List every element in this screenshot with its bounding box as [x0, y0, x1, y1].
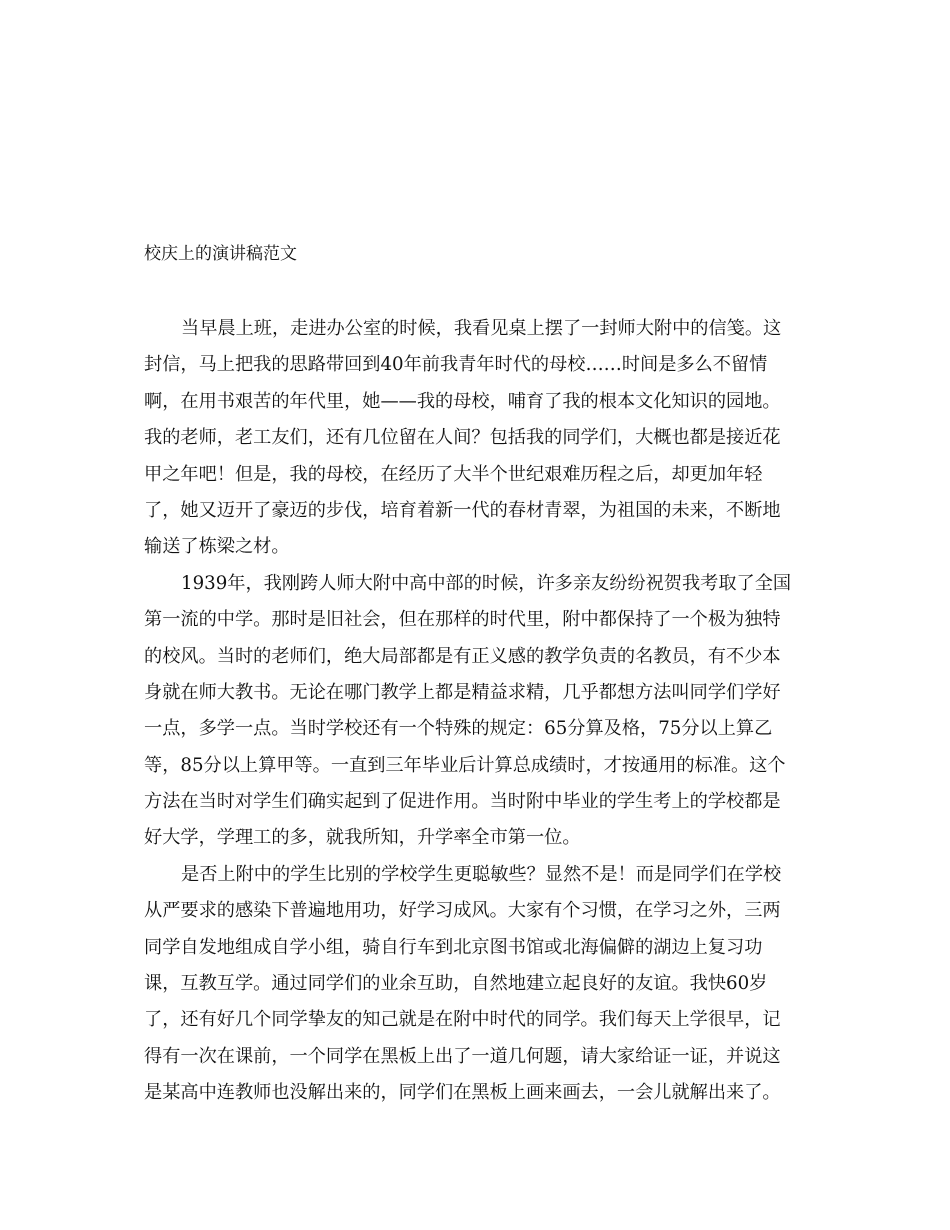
paragraph-2-line: 等，85分以上算甲等。一直到三年毕业后计算总成绩时，才按通用的标准。这个 — [144, 754, 786, 776]
paragraph-2-line: 1939年，我刚跨人师大附中高中部的时候，许多亲友纷纷祝贺我考取了全国 — [181, 572, 792, 594]
paragraph-2-line: 好大学，学理工的多，就我所知，升学率全市第一位。 — [144, 827, 581, 849]
paragraph-1-line: 甲之年吧！但是，我的母校，在经历了大半个世纪艰难历程之后，却更加年轻 — [144, 463, 763, 485]
paragraph-1-line: 我的老师，老工友们，还有几位留在人间？包括我的同学们，大概也都是接近花 — [144, 427, 781, 449]
paragraph-1-line: 啊，在用书艰苦的年代里，她——我的母校，哺育了我的根本文化知识的园地。 — [144, 390, 781, 412]
paragraph-1-line: 了，她又迈开了豪迈的步伐，培育着新一代的春材青翠，为祖国的未来，不断地 — [144, 499, 781, 521]
paragraph-2-line: 第一流的中学。那时是旧社会，但在那样的时代里，附中都保持了一个极为独特 — [144, 609, 781, 631]
paragraph-1-line: 当早晨上班，走进办公室的时候，我看见桌上摆了一封师大附中的信笺。这 — [181, 318, 782, 339]
paragraph-3-line: 是否上附中的学生比别的学校学生更聪敏些？显然不是！而是同学们在学校 — [181, 863, 782, 885]
document-title: 校庆上的演讲稿范文 — [144, 244, 297, 264]
paragraph-2-line: 一点，多学一点。当时学校还有一个特殊的规定：65分算及格，75分以上算乙 — [144, 718, 773, 740]
paragraph-3-line: 课，互教互学。通过同学们的业余互助，自然地建立起良好的友谊。我快60岁 — [144, 973, 768, 995]
paragraph-3-line: 同学自发地组成自学小组，骑自行车到北京图书馆或北海偏僻的湖边上复习功 — [144, 936, 763, 958]
paragraph-3-line: 从严要求的感染下普遍地用功，好学习成风。大家有个习惯，在学习之外，三两 — [144, 900, 781, 922]
paragraph-1-line: 封信，马上把我的思路带回到40年前我青年时代的母校……时间是多么不留情 — [144, 354, 768, 376]
document-body — [144, 311, 806, 1112]
paragraph-3-line: 了，还有好几个同学挚友的知己就是在附中时代的同学。我们每天上学很早，记 — [144, 1009, 781, 1031]
paragraph-2-line: 方法在当时对学生们确实起到了促进作用。当时附中毕业的学生考上的学校都是 — [144, 791, 781, 813]
paragraph-3-line: 得有一次在课前，一个同学在黑板上出了一道几何题，请大家给证一证，并说这 — [144, 1045, 781, 1067]
paragraph-2-line: 身就在师大教书。无论在哪门教学上都是精益求精，几乎都想方法叫同学们学好 — [144, 681, 781, 703]
paragraph-2-line: 的校风。当时的老师们，绝大局部都是有正义感的教学负责的名教员，有不少本 — [144, 645, 781, 667]
paragraph-3-line: 是某高中连教师也没解出来的，同学们在黑板上画来画去，一会儿就解出来了。 — [144, 1082, 781, 1104]
paragraph-1-line: 输送了栋梁之材。 — [144, 536, 290, 558]
